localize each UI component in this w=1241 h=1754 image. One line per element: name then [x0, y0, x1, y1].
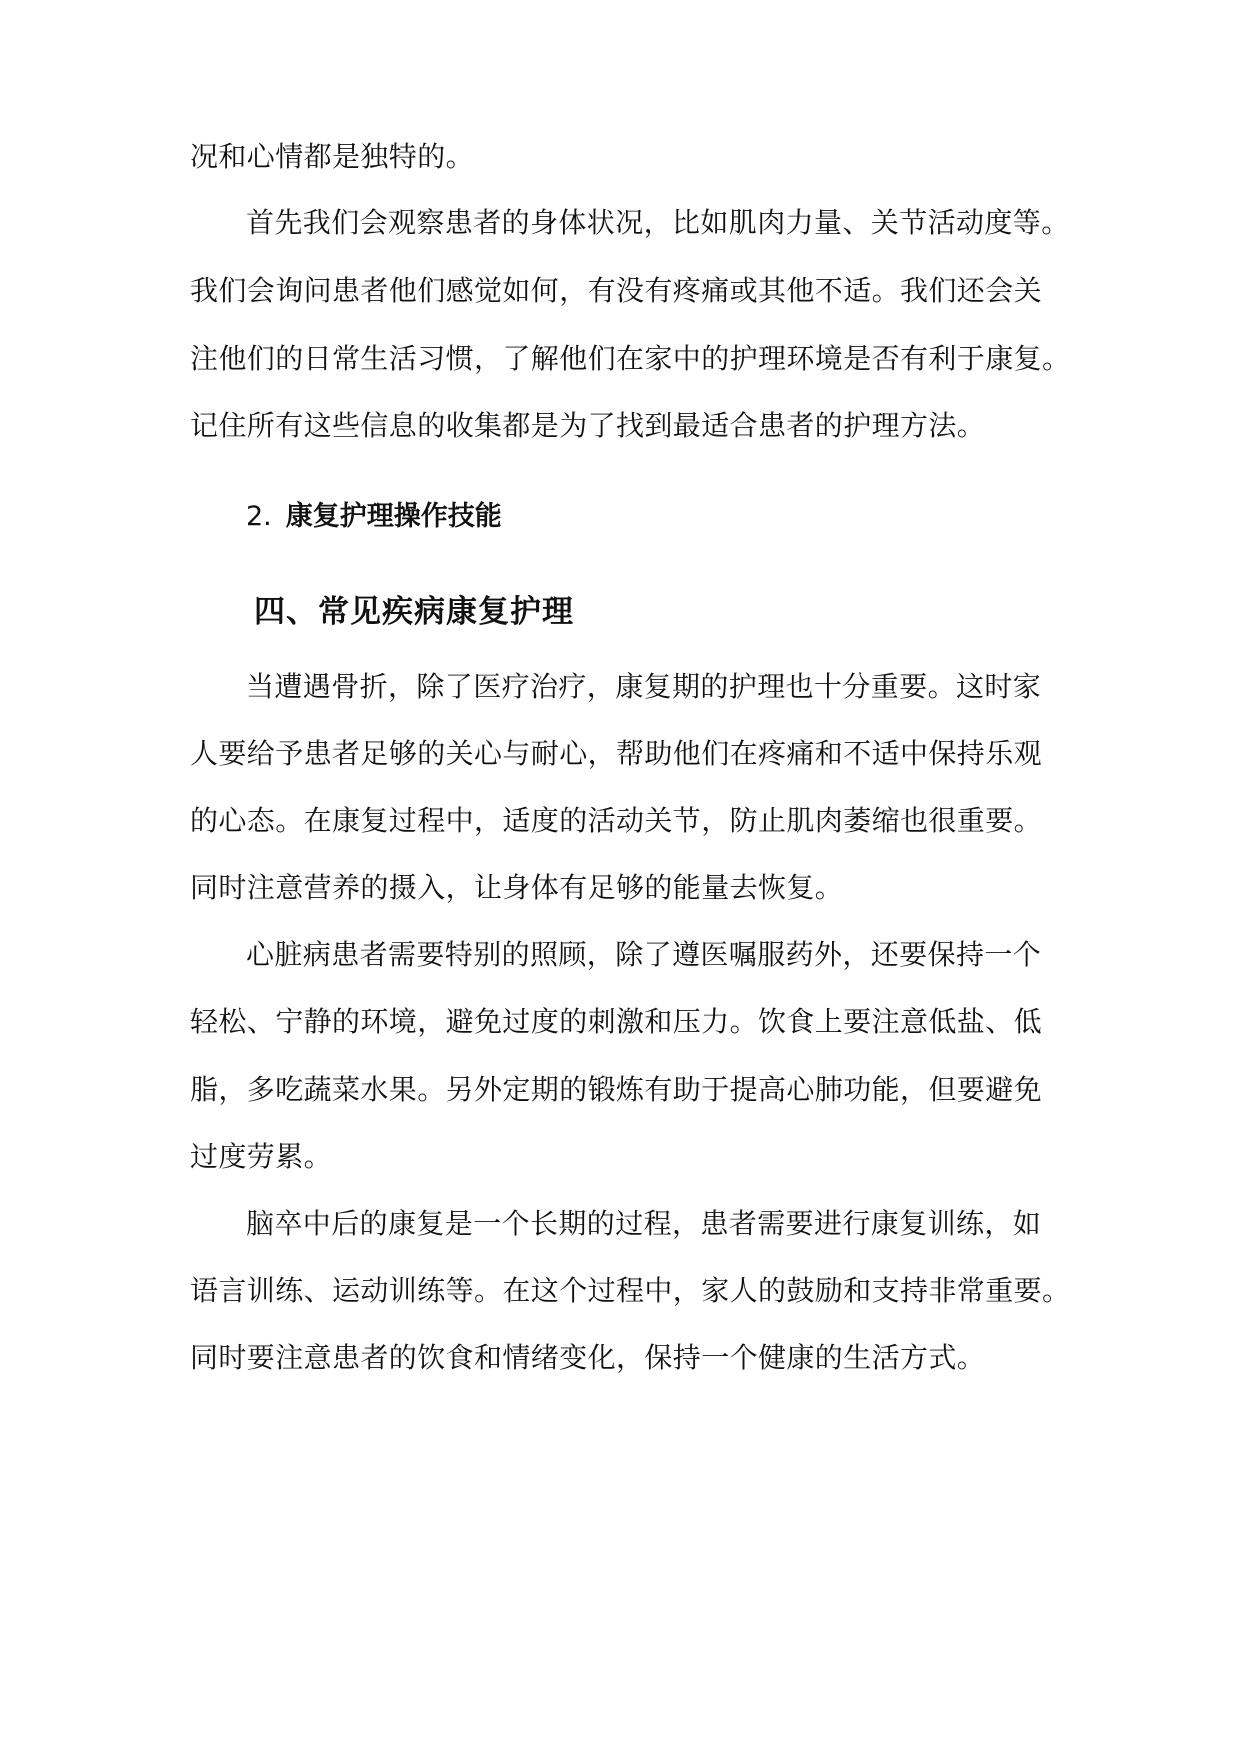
paragraph-fracture-line: 当遭遇骨折，除了医疗治疗，康复期的护理也十分重要。这时家 [246, 670, 1042, 703]
paragraph-assessment-line: 注他们的日常生活习惯，了解他们在家中的护理环境是否有利于康复。 [190, 342, 1071, 375]
paragraph-assessment-line: 首先我们会观察患者的身体状况，比如肌肉力量、关节活动度等。 [246, 206, 1070, 239]
paragraph-fracture-line: 人要给予患者足够的关心与耐心，帮助他们在疼痛和不适中保持乐观 [190, 737, 1043, 770]
paragraph-stroke-line: 同时要注意患者的饮食和情绪变化，保持一个健康的生活方式。 [190, 1341, 986, 1374]
paragraph-fracture-line: 同时注意营养的摄入，让身体有足够的能量去恢复。 [190, 871, 844, 904]
paragraph-stroke-line: 脑卒中后的康复是一个长期的过程，患者需要进行康复训练，如 [246, 1207, 1042, 1240]
paragraph-assessment-line: 我们会询问患者他们感觉如何，有没有疼痛或其他不适。我们还会关 [190, 274, 1043, 307]
paragraph-assessment-line: 记住所有这些信息的收集都是为了找到最适合患者的护理方法。 [190, 409, 986, 442]
paragraph-heart-line: 心脏病患者需要特别的照顾，除了遵医嘱服药外，还要保持一个 [246, 938, 1042, 971]
paragraph-stroke-line: 语言训练、运动训练等。在这个过程中，家人的鼓励和支持非常重要。 [190, 1274, 1071, 1307]
paragraph-continued-line: 况和心情都是独特的。 [190, 140, 475, 173]
subheading [246, 497, 502, 537]
subheading-text: 康复护理操作技能 [285, 501, 502, 532]
paragraph-fracture-line: 的心态。在康复过程中，适度的活动关节，防止肌肉萎缩也很重要。 [190, 804, 1043, 837]
section-heading: 四、常见疾病康复护理 [254, 594, 574, 630]
subheading-number: 2. [246, 501, 272, 532]
paragraph-heart-line: 过度劳累。 [190, 1140, 333, 1173]
paragraph-heart-line: 脂，多吃蔬菜水果。另外定期的锻炼有助于提高心肺功能，但要避免 [190, 1073, 1043, 1106]
paragraph-heart-line: 轻松、宁静的环境，避免过度的刺激和压力。饮食上要注意低盐、低 [190, 1005, 1043, 1038]
